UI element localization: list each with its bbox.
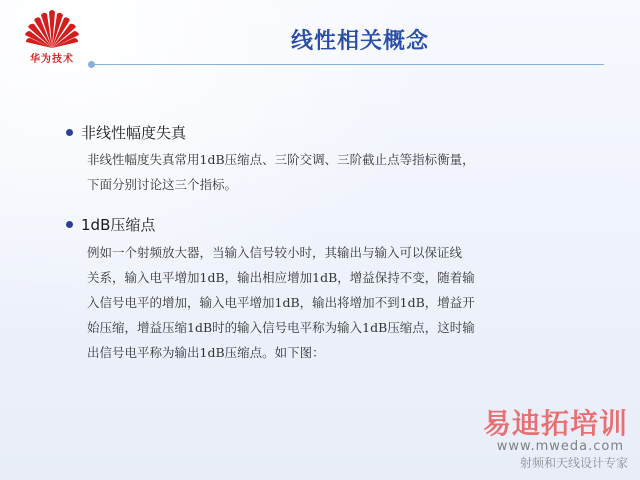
page-title: 线性相关概念 [290, 29, 429, 54]
body-line: 始压缩，增益压缩1dB时的输入信号电平称为输入1dB压缩点，这时输 [87, 320, 475, 335]
body-line: 例如一个射频放大器，当输入信号较小时，其输出与输入可以保证线 [87, 245, 463, 260]
bullet-dot-icon [66, 129, 73, 136]
body-line: 非线性幅度失真常用1dB压缩点、三阶交调、三阶截止点等指标衡量， [87, 152, 475, 167]
body-line: 入信号电平的增加，输入电平增加1dB，输出将增加不到1dB，增益开 [87, 295, 475, 310]
body-line: 出信号电平称为输出1dB压缩点。如下图： [87, 345, 325, 360]
watermark-tagline: 射频和天线设计专家 [519, 456, 628, 470]
section-heading: 非线性幅度失真 [81, 124, 187, 142]
watermark [458, 402, 628, 472]
section-body [87, 240, 607, 365]
watermark-brand: 易迪拓培训 [482, 407, 628, 440]
section-body [87, 147, 607, 197]
huawei-logo [22, 6, 82, 68]
bullet-nonlinear-distortion [66, 122, 186, 143]
title-divider [92, 64, 604, 65]
bullet-1db-compression [66, 214, 155, 235]
huawei-petals-icon [22, 6, 82, 50]
body-line: 下面分别讨论这三个指标。 [87, 177, 238, 192]
bullet-dot-icon [66, 221, 73, 228]
body-line: 关系，输入电平增加1dB，输出相应增加1dB，增益保持不变，随着输 [87, 270, 475, 285]
watermark-url: www.mweda.com [496, 439, 624, 454]
section-heading: 1dB压缩点 [81, 216, 156, 234]
logo-text: 华为技术 [30, 54, 74, 65]
